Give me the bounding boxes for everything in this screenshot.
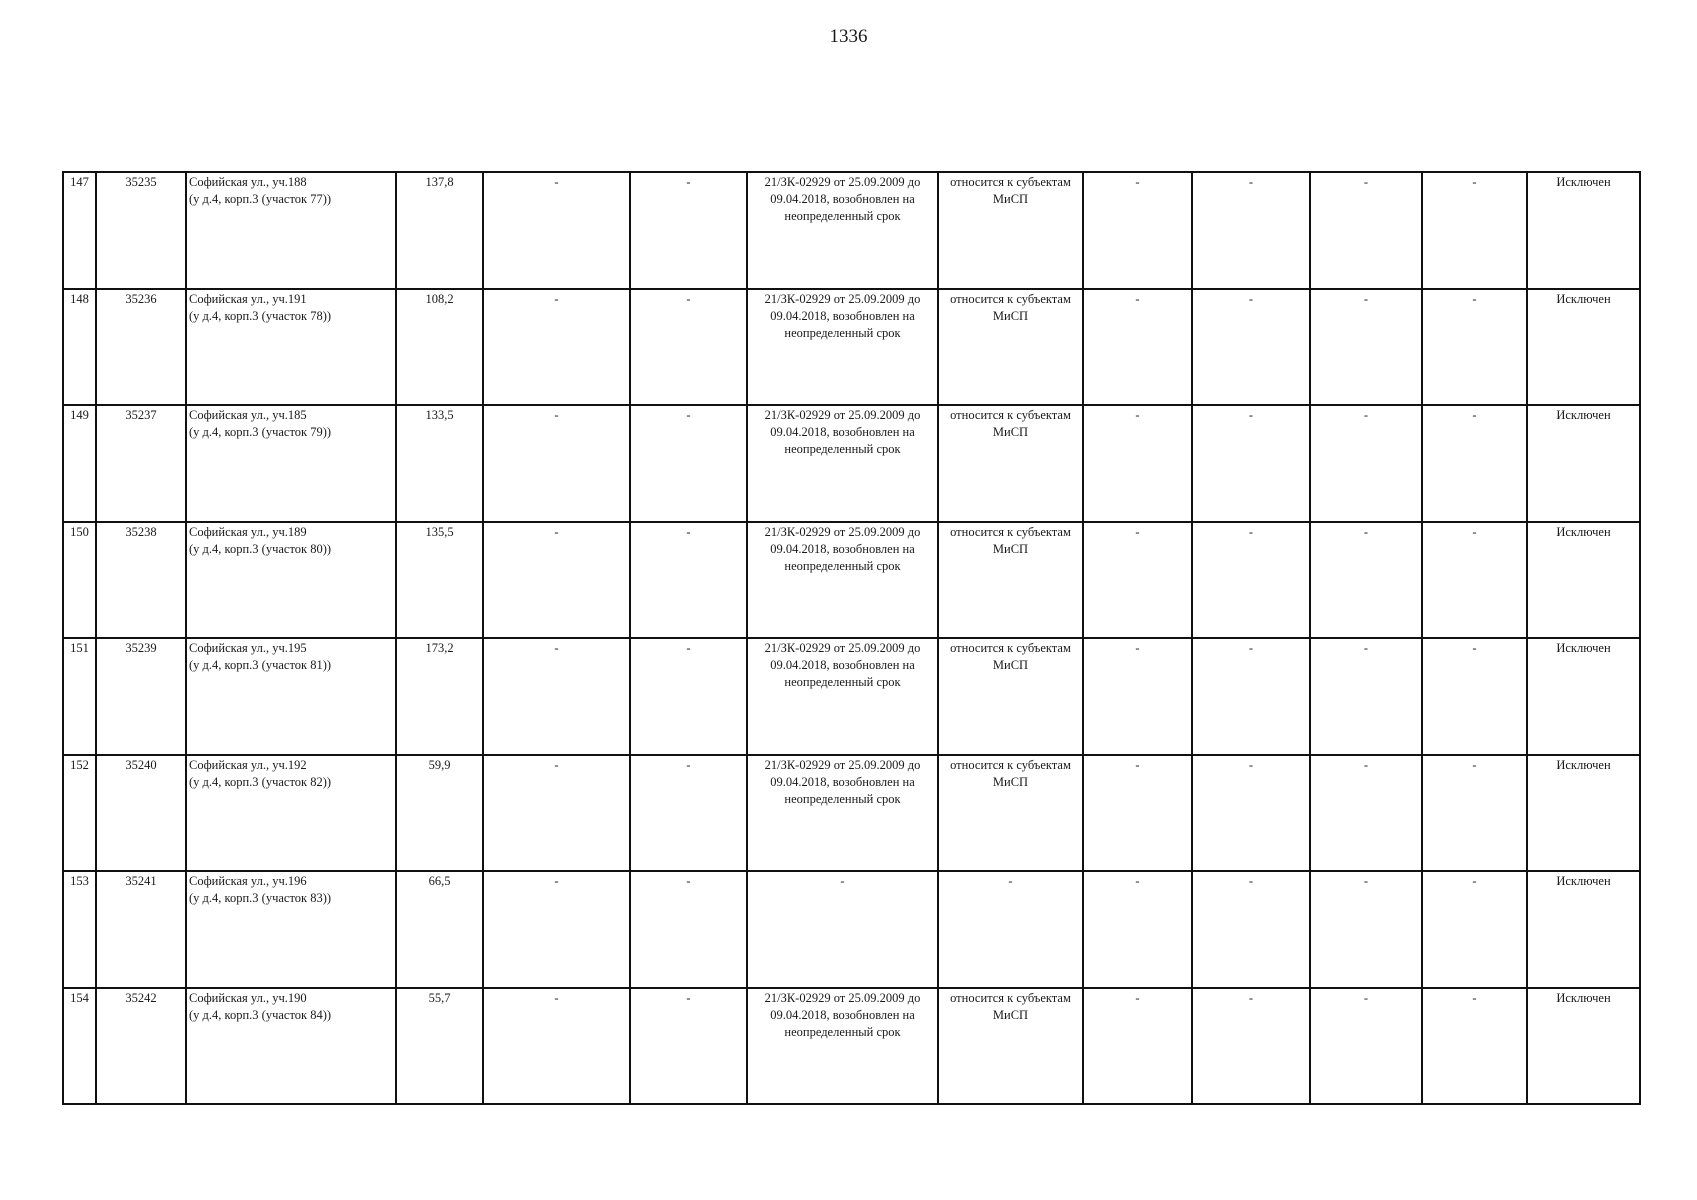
- address-line-street: Софийская ул., уч.192: [189, 757, 307, 772]
- column-10-cell: -: [1192, 638, 1310, 755]
- table-row: [63, 755, 1640, 872]
- table-row: [63, 522, 1640, 639]
- column-9-cell: -: [1083, 755, 1192, 872]
- column-12-cell: -: [1422, 172, 1527, 289]
- msp-status-cell: относится к субъектам МиСП: [938, 522, 1083, 639]
- table-row: [63, 405, 1640, 522]
- column-5-cell: -: [483, 638, 630, 755]
- object-code-cell: 35236: [96, 289, 186, 406]
- area-cell: 108,2: [396, 289, 483, 406]
- column-6-cell: -: [630, 289, 747, 406]
- column-10-cell: -: [1192, 522, 1310, 639]
- column-5-cell: -: [483, 988, 630, 1105]
- address-cell: [186, 755, 396, 872]
- area-cell: 66,5: [396, 871, 483, 988]
- area-cell: 137,8: [396, 172, 483, 289]
- address-cell: [186, 522, 396, 639]
- column-9-cell: -: [1083, 289, 1192, 406]
- registry-table: [62, 171, 1641, 1105]
- address-line-building: (у д.4, корп.3 (участок 77)): [189, 192, 332, 206]
- object-code-cell: 35241: [96, 871, 186, 988]
- column-9-cell: -: [1083, 522, 1192, 639]
- msp-status-cell: относится к субъектам МиСП: [938, 172, 1083, 289]
- address-cell: [186, 871, 396, 988]
- lease-contract-cell: 21/ЗК-02929 от 25.09.2009 до 09.04.2018, возобновлен на неопределенный срок: [747, 405, 938, 522]
- address-line-street: Софийская ул., уч.196: [189, 874, 307, 888]
- column-6-cell: -: [630, 405, 747, 522]
- lease-contract-cell: 21/ЗК-02929 от 25.09.2009 до 09.04.2018, возобновлен на неопределенный срок: [747, 638, 938, 755]
- exclusion-status-cell: Исключен: [1527, 871, 1640, 988]
- column-6-cell: -: [630, 755, 747, 872]
- address-line-building: (у д.4, корп.3 (участок 79)): [189, 425, 332, 439]
- table-row: [63, 871, 1640, 988]
- column-6-cell: -: [630, 871, 747, 988]
- msp-status-cell: относится к субъектам МиСП: [938, 988, 1083, 1105]
- column-6-cell: -: [630, 638, 747, 755]
- address-line-building: (у д.4, корп.3 (участок 78)): [189, 308, 332, 323]
- column-11-cell: -: [1310, 871, 1422, 988]
- column-11-cell: -: [1310, 988, 1422, 1105]
- address-cell: [186, 289, 396, 406]
- object-code-cell: 35235: [96, 172, 186, 289]
- row-number-cell: 147: [63, 172, 96, 289]
- lease-contract-cell: 21/ЗК-02929 от 25.09.2009 до 09.04.2018, возобновлен на неопределенный срок: [747, 172, 938, 289]
- column-9-cell: -: [1083, 172, 1192, 289]
- address-line-building: (у д.4, корп.3 (участок 82)): [189, 774, 332, 789]
- area-cell: 135,5: [396, 522, 483, 639]
- lease-contract-cell: 21/ЗК-02929 от 25.09.2009 до 09.04.2018, возобновлен на неопределенный срок: [747, 522, 938, 639]
- exclusion-status-cell: Исключен: [1527, 755, 1640, 872]
- address-line-building: (у д.4, корп.3 (участок 81)): [189, 658, 332, 672]
- column-9-cell: -: [1083, 405, 1192, 522]
- msp-status-cell: относится к субъектам МиСП: [938, 755, 1083, 872]
- object-code-cell: 35242: [96, 988, 186, 1105]
- table-row: [63, 988, 1640, 1105]
- column-11-cell: -: [1310, 405, 1422, 522]
- column-11-cell: -: [1310, 638, 1422, 755]
- lease-contract-cell: 21/ЗК-02929 от 25.09.2009 до 09.04.2018, возобновлен на неопределенный срок: [747, 289, 938, 406]
- exclusion-status-cell: Исключен: [1527, 522, 1640, 639]
- column-12-cell: -: [1422, 988, 1527, 1105]
- column-11-cell: -: [1310, 755, 1422, 872]
- table-row: [63, 638, 1640, 755]
- object-code-cell: 35238: [96, 522, 186, 639]
- lease-contract-cell: 21/ЗК-02929 от 25.09.2009 до 09.04.2018, возобновлен на неопределенный срок: [747, 755, 938, 872]
- msp-status-cell: относится к субъектам МиСП: [938, 289, 1083, 406]
- column-5-cell: -: [483, 172, 630, 289]
- column-12-cell: -: [1422, 405, 1527, 522]
- address-line-street: Софийская ул., уч.185: [189, 408, 307, 422]
- row-number-cell: 153: [63, 871, 96, 988]
- object-code-cell: 35237: [96, 405, 186, 522]
- column-10-cell: -: [1192, 405, 1310, 522]
- column-10-cell: -: [1192, 289, 1310, 406]
- address-cell: [186, 172, 396, 289]
- column-11-cell: -: [1310, 289, 1422, 406]
- column-10-cell: -: [1192, 172, 1310, 289]
- column-12-cell: -: [1422, 638, 1527, 755]
- column-12-cell: -: [1422, 871, 1527, 988]
- row-number-cell: 150: [63, 522, 96, 639]
- address-cell: [186, 638, 396, 755]
- lease-contract-cell: 21/ЗК-02929 от 25.09.2009 до 09.04.2018, возобновлен на неопределенный срок: [747, 988, 938, 1105]
- column-10-cell: -: [1192, 988, 1310, 1105]
- column-5-cell: -: [483, 755, 630, 872]
- address-line-building: (у д.4, корп.3 (участок 83)): [189, 891, 332, 905]
- row-number-cell: 154: [63, 988, 96, 1105]
- msp-status-cell: относится к субъектам МиСП: [938, 405, 1083, 522]
- column-11-cell: -: [1310, 172, 1422, 289]
- column-12-cell: -: [1422, 755, 1527, 872]
- address-cell: [186, 988, 396, 1105]
- address-line-building: (у д.4, корп.3 (участок 84)): [189, 1007, 332, 1022]
- area-cell: 59,9: [396, 755, 483, 872]
- page-number: 1336: [829, 26, 868, 47]
- lease-contract-cell: -: [747, 871, 938, 988]
- exclusion-status-cell: Исключен: [1527, 172, 1640, 289]
- address-line-street: Софийская ул., уч.188: [189, 175, 307, 189]
- area-cell: 55,7: [396, 988, 483, 1105]
- row-number-cell: 152: [63, 755, 96, 872]
- row-number-cell: 151: [63, 638, 96, 755]
- address-line-street: Софийская ул., уч.189: [189, 524, 307, 539]
- msp-status-cell: -: [938, 871, 1083, 988]
- table-row: [63, 172, 1640, 289]
- exclusion-status-cell: Исключен: [1527, 289, 1640, 406]
- column-9-cell: -: [1083, 871, 1192, 988]
- row-number-cell: 149: [63, 405, 96, 522]
- column-6-cell: -: [630, 522, 747, 639]
- exclusion-status-cell: Исключен: [1527, 638, 1640, 755]
- column-12-cell: -: [1422, 289, 1527, 406]
- address-cell: [186, 405, 396, 522]
- column-10-cell: -: [1192, 871, 1310, 988]
- column-6-cell: -: [630, 172, 747, 289]
- table-row: [63, 289, 1640, 406]
- column-6-cell: -: [630, 988, 747, 1105]
- column-5-cell: -: [483, 405, 630, 522]
- column-11-cell: -: [1310, 522, 1422, 639]
- column-9-cell: -: [1083, 988, 1192, 1105]
- exclusion-status-cell: Исключен: [1527, 988, 1640, 1105]
- address-line-street: Софийская ул., уч.190: [189, 990, 307, 1005]
- registry-body: [63, 172, 1640, 1104]
- address-line-building: (у д.4, корп.3 (участок 80)): [189, 541, 332, 556]
- column-12-cell: -: [1422, 522, 1527, 639]
- column-10-cell: -: [1192, 755, 1310, 872]
- exclusion-status-cell: Исключен: [1527, 405, 1640, 522]
- column-5-cell: -: [483, 871, 630, 988]
- row-number-cell: 148: [63, 289, 96, 406]
- column-5-cell: -: [483, 522, 630, 639]
- area-cell: 173,2: [396, 638, 483, 755]
- column-9-cell: -: [1083, 638, 1192, 755]
- msp-status-cell: относится к субъектам МиСП: [938, 638, 1083, 755]
- object-code-cell: 35239: [96, 638, 186, 755]
- area-cell: 133,5: [396, 405, 483, 522]
- column-5-cell: -: [483, 289, 630, 406]
- object-code-cell: 35240: [96, 755, 186, 872]
- address-line-street: Софийская ул., уч.191: [189, 291, 307, 306]
- address-line-street: Софийская ул., уч.195: [189, 641, 307, 655]
